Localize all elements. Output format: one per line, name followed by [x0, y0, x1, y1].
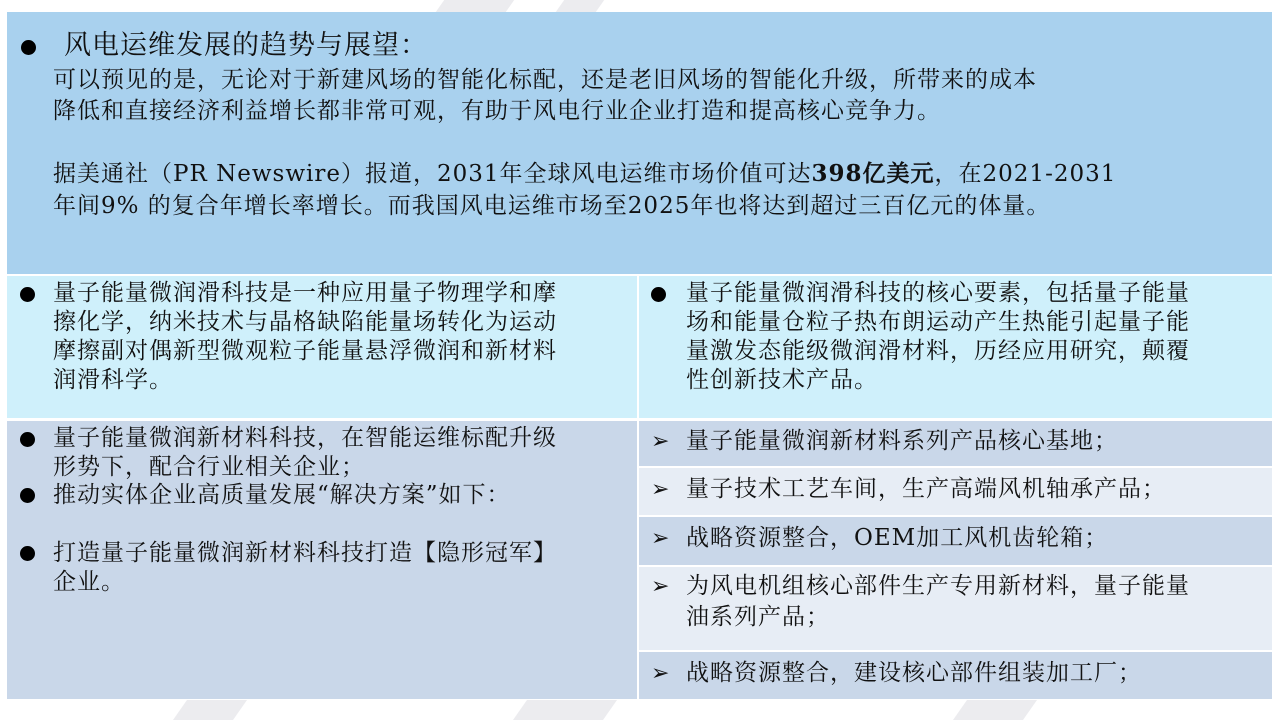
list-item-text: 量子技术工艺车间，生产高端风机轴承产品； [686, 476, 1166, 502]
bullet-icon [21, 40, 36, 55]
list-item-text: 为风电机组核心部件生产专用新材料，量子能量 [686, 573, 1190, 599]
bg-stripe [436, 0, 514, 12]
market-value-highlight: 398亿美元 [811, 160, 935, 187]
bullet-icon [651, 287, 666, 302]
bullet-icon [20, 546, 35, 561]
bg-stripe [173, 700, 247, 720]
solution-line: 企业。 [53, 569, 125, 595]
solution-line: 打造量子能量微润新材料科技打造【隐形冠军】 [53, 540, 557, 566]
arrow-bullet-icon: ➢ [651, 574, 670, 599]
paragraph-line [53, 159, 1116, 189]
market-text-post: ，在2021-2031 [934, 161, 1117, 187]
market-text-pre: 据美通社（PR Newswire）报道，2031年全球风电运维市场价值可达 [53, 161, 812, 187]
bg-stripe [556, 0, 604, 12]
elements-line: 量子能量微润滑科技的核心要素，包括量子能量 [686, 280, 1190, 306]
list-item-text: 战略资源整合，OEM加工风机齿轮箱； [686, 525, 1109, 551]
bg-stripe [953, 700, 1037, 720]
solution-line: 形势下，配合行业相关企业； [53, 454, 365, 480]
elements-line: 性创新技术产品。 [686, 367, 878, 393]
solution-list-panel [639, 421, 1272, 699]
list-item [639, 652, 1272, 699]
elements-line: 量激发态能级微润滑材料，历经应用研究，颠覆 [686, 338, 1190, 364]
arrow-bullet-icon: ➢ [651, 429, 670, 454]
definition-line: 擦化学，纳米技术与晶格缺陷能量场转化为运动 [53, 309, 557, 335]
list-item [639, 517, 1272, 565]
list-item-text: 量子能量微润新材料系列产品核心基地； [686, 428, 1118, 454]
arrow-bullet-icon: ➢ [651, 661, 670, 686]
definition-line: 摩擦副对偶新型微观粒子能量悬浮微润和新材料 [53, 338, 557, 364]
paragraph-line: 降低和直接经济利益增长都非常可观，有助于风电行业企业打造和提高核心竞争力。 [53, 98, 941, 124]
list-item [639, 421, 1272, 466]
solution-line: 推动实体企业高质量发展“解决方案”如下： [53, 482, 511, 508]
trend-outlook-panel [7, 12, 1272, 274]
list-item-text: 战略资源整合，建设核心部件组装加工厂； [686, 660, 1142, 686]
solution-overview-panel [7, 421, 637, 699]
list-item [639, 468, 1272, 515]
paragraph-line: 可以预见的是，无论对于新建风场的智能化标配，还是老旧风场的智能化升级，所带来的成本 [53, 67, 1037, 93]
paragraph-line: 年间9% 的复合年增长率增长。而我国风电运维市场至2025年也将达到超过三百亿元的体量。 [53, 193, 1051, 219]
arrow-bullet-icon: ➢ [651, 526, 670, 551]
bullet-icon [20, 488, 35, 503]
section-heading: 风电运维发展的趋势与展望： [64, 30, 428, 61]
quantum-tech-definition-panel [7, 276, 637, 418]
elements-line: 场和能量仓粒子热布朗运动产生热能引起量子能 [686, 309, 1190, 335]
bullet-icon [20, 432, 35, 447]
list-item [639, 567, 1272, 650]
definition-line: 量子能量微润滑科技是一种应用量子物理学和摩 [53, 280, 557, 306]
solution-line: 量子能量微润新材料科技，在智能运维标配升级 [53, 425, 557, 451]
list-item-text: 油系列产品； [686, 604, 830, 630]
quantum-tech-elements-panel [639, 276, 1272, 418]
arrow-bullet-icon: ➢ [651, 477, 670, 502]
definition-line: 润滑科学。 [53, 367, 173, 393]
bullet-icon [20, 287, 35, 302]
bg-stripe [513, 700, 617, 720]
